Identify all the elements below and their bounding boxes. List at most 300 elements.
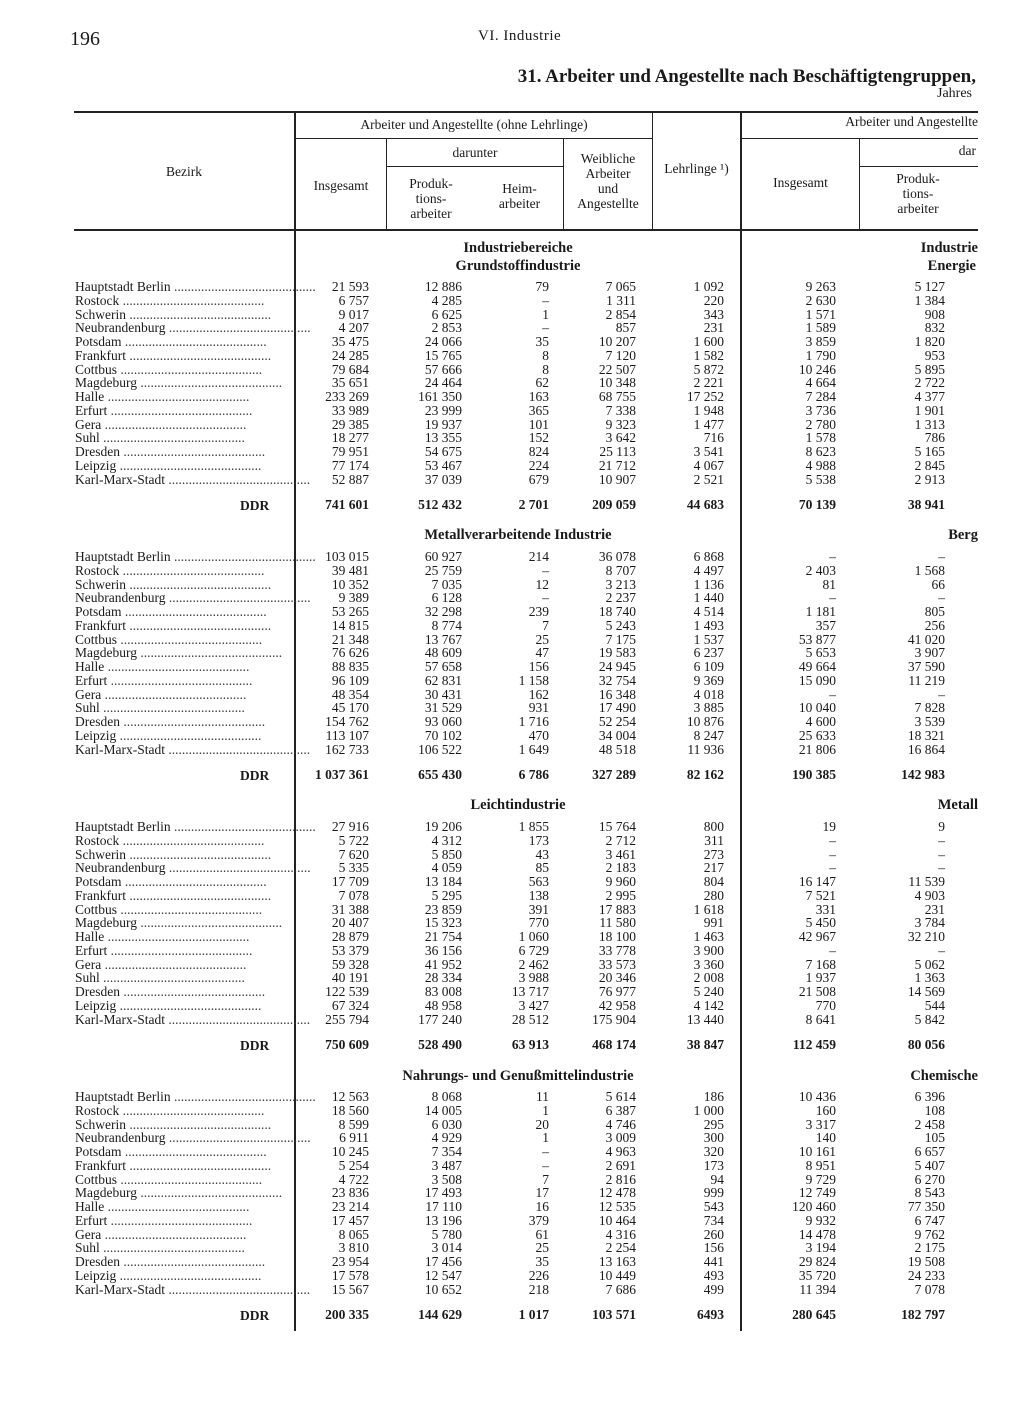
leader-dots: ..........................................: [99, 430, 245, 446]
table-cell: 16 147: [798, 874, 836, 889]
district-name: Rostock: [75, 832, 120, 848]
table-cell: 93 060: [424, 714, 462, 729]
table-cell: 12 535: [598, 1199, 636, 1214]
table-cell: 273: [703, 846, 724, 862]
table-cell: 908: [924, 306, 945, 322]
table-cell: 52 887: [331, 471, 369, 487]
table-cell: 53 877: [798, 631, 836, 647]
table-cell: 162: [528, 686, 549, 702]
table-cell: 10 348: [598, 375, 636, 391]
district-label: [75, 1241, 285, 1255]
header-lehrlinge: Lehrlinge ¹): [664, 161, 729, 176]
district-label: [75, 404, 285, 418]
table-cell: 544: [924, 997, 945, 1013]
table-cell: 23 214: [331, 1199, 369, 1214]
district-name: Leipzig: [75, 727, 117, 743]
leader-dots: ..........................................: [117, 901, 263, 917]
district-name: Frankfurt: [75, 347, 126, 363]
district-label: [75, 1011, 311, 1027]
table-cell: 20: [535, 1116, 549, 1132]
table-cell: 96 109: [331, 672, 369, 688]
leader-dots: ..........................................: [101, 956, 247, 972]
table-cell: 4 929: [431, 1130, 462, 1146]
table-cell: 138: [528, 887, 549, 903]
district-label: [75, 674, 285, 688]
table-cell: 120 460: [792, 1199, 836, 1214]
leader-dots: ..........................................: [104, 929, 250, 944]
table-cell: 11 936: [687, 741, 724, 757]
table-cell: 1 060: [518, 929, 549, 944]
table-cell: 15 567: [331, 1281, 369, 1297]
district-label: [75, 1200, 285, 1214]
table-cell: 320: [703, 1144, 724, 1159]
table-cell: 6 109: [693, 659, 724, 674]
district-name: Gera: [75, 1226, 102, 1242]
district-name: Rostock: [75, 562, 120, 578]
table-cell: 162 733: [325, 741, 369, 757]
leader-dots: ..........................................: [101, 686, 247, 702]
leader-dots: ..........................................: [99, 700, 245, 716]
table-cell: 1: [542, 306, 549, 322]
table-cell: 62: [535, 375, 549, 391]
table-cell: 24 285: [331, 347, 369, 363]
table-cell: –: [829, 549, 836, 564]
total-cell: 6493: [697, 1307, 724, 1323]
table-cell: 140: [815, 1130, 836, 1146]
district-label: [75, 971, 285, 985]
table-cell: 10 907: [598, 471, 636, 487]
leader-dots: ..........................................: [116, 727, 262, 743]
district-name: Erfurt: [75, 942, 108, 958]
total-cell: 190 385: [792, 767, 836, 783]
right-section-title: Chemische: [910, 1068, 978, 1084]
table-cell: 19: [822, 819, 836, 834]
district-label: [75, 819, 316, 834]
table-cell: 24 066: [424, 334, 462, 349]
total-cell: 512 432: [418, 497, 462, 513]
district-label: [75, 445, 285, 459]
table-cell: 156: [528, 659, 549, 674]
district-name: Potsdam: [75, 874, 122, 889]
table-cell: 7 078: [914, 1281, 945, 1297]
table-cell: 8 065: [338, 1226, 369, 1242]
table-cell: 1 158: [518, 672, 549, 688]
table-cell: 60 927: [424, 549, 462, 564]
district-name: Potsdam: [75, 334, 122, 349]
table-cell: 2 175: [914, 1240, 945, 1256]
table-cell: 4 018: [693, 686, 724, 702]
table-cell: 9 729: [805, 1171, 836, 1187]
district-label: [75, 363, 285, 377]
total-cell: 38 941: [907, 497, 945, 513]
table-cell: –: [829, 590, 836, 606]
table-cell: 8 543: [914, 1185, 945, 1201]
table-cell: 2 254: [605, 1240, 636, 1256]
table-cell: 5 407: [914, 1157, 945, 1173]
leader-dots: ..........................................: [164, 471, 311, 487]
table-cell: 5 653: [805, 645, 836, 661]
table-cell: 3 360: [693, 956, 724, 972]
leader-dots: ..........................................: [164, 1281, 311, 1297]
table-cell: 42 958: [598, 997, 636, 1013]
table-cell: 10 464: [598, 1212, 636, 1228]
leader-dots: ..........................................: [117, 631, 263, 647]
total-cell: 63 913: [511, 1037, 549, 1053]
district-label: [75, 418, 285, 432]
table-cell: 3 784: [914, 915, 945, 931]
leader-dots: ..........................................: [107, 942, 253, 958]
district-name: Magdeburg: [75, 915, 137, 931]
table-cell: 5 240: [693, 984, 724, 999]
table-cell: 2 691: [605, 1157, 636, 1173]
district-label: [75, 660, 285, 674]
district-name: Suhl: [75, 970, 100, 986]
leader-dots: ..........................................: [101, 416, 247, 432]
district-name: Schwerin: [75, 576, 126, 592]
table-cell: 85: [535, 860, 549, 876]
district-name: Suhl: [75, 1240, 100, 1256]
table-cell: 1 582: [693, 347, 724, 363]
total-cell: 44 683: [686, 497, 724, 513]
table-cell: 1 571: [805, 306, 836, 322]
table-cell: 3 213: [605, 576, 636, 592]
table-cell: 11 539: [908, 874, 945, 889]
table-cell: 1 855: [518, 819, 549, 834]
section-title: Nahrungs- und Genußmittelindustrie: [402, 1068, 634, 1084]
district-name: Frankfurt: [75, 887, 126, 903]
table-cell: 441: [703, 1254, 724, 1269]
table-cell: 2 816: [605, 1171, 636, 1187]
leader-dots: ..........................................: [119, 292, 265, 308]
table-cell: 66: [931, 576, 945, 592]
table-title: 31. Arbeiter und Angestellte nach Beschäftigtengruppen,: [517, 66, 976, 87]
table-cell: 2 237: [605, 590, 636, 606]
leader-dots: ..........................................: [165, 1130, 311, 1146]
table-cell: 16 348: [598, 686, 636, 702]
district-label: [75, 349, 285, 363]
table-cell: 2 845: [914, 457, 945, 473]
district-label: [75, 1281, 311, 1297]
table-cell: 931: [528, 700, 549, 716]
table-cell: 57 666: [424, 361, 462, 377]
table-cell: 40 191: [331, 970, 369, 986]
district-name: Hauptstadt Berlin: [75, 549, 171, 564]
table-cell: 8 951: [805, 1157, 836, 1173]
table-cell: 379: [528, 1212, 549, 1228]
table-cell: 1 311: [606, 292, 636, 308]
table-cell: 1 820: [914, 334, 945, 349]
table-cell: 37 590: [907, 659, 945, 674]
leader-dots: ..........................................: [137, 1185, 283, 1201]
header-produktionsarbeiter2: Produk- tions- arbeiter: [896, 171, 940, 216]
table-cell: 6 911: [339, 1130, 369, 1146]
table-cell: 218: [528, 1281, 549, 1297]
table-cell: 7 035: [431, 576, 462, 592]
district-name: Halle: [75, 659, 105, 674]
table-cell: 20 407: [331, 915, 369, 931]
table-cell: 25 633: [798, 727, 836, 743]
total-cell: 142 983: [901, 767, 945, 783]
table-cell: –: [938, 832, 945, 848]
table-cell: –: [542, 1157, 549, 1173]
district-label: [75, 1145, 285, 1159]
table-cell: 77 174: [331, 457, 369, 473]
table-cell: 6 625: [431, 306, 462, 322]
table-cell: 21 806: [798, 741, 836, 757]
header-insgesamt2: Insgesamt: [773, 175, 828, 190]
leader-dots: ..........................................: [116, 457, 262, 473]
district-name: Hauptstadt Berlin: [75, 279, 171, 294]
table-cell: 25: [535, 631, 549, 647]
table-cell: 1 589: [805, 320, 836, 336]
section-title: Industriebereiche: [463, 240, 573, 256]
table-cell: 8 623: [805, 444, 836, 459]
district-label: [75, 999, 285, 1013]
table-cell: 4 497: [693, 562, 724, 578]
table-cell: 28 512: [511, 1011, 549, 1027]
leader-dots: ..........................................: [104, 1199, 250, 1214]
table-cell: 4 377: [914, 389, 945, 404]
table-cell: 15 323: [424, 915, 462, 931]
table-cell: 14 005: [424, 1102, 462, 1118]
table-cell: 10 876: [686, 714, 724, 729]
total-label: DDR: [240, 768, 270, 784]
table-cell: 21 712: [598, 457, 636, 473]
table-cell: 76 626: [331, 645, 369, 661]
table-cell: 48 958: [424, 997, 462, 1013]
table-cell: 7 168: [805, 956, 836, 972]
total-cell: 200 335: [325, 1307, 369, 1323]
district-label: [75, 1089, 316, 1104]
table-cell: 12: [535, 576, 549, 592]
table-cell: 10 207: [598, 334, 636, 349]
table-cell: 800: [703, 819, 724, 834]
table-cell: 35 475: [331, 334, 369, 349]
district-name: Magdeburg: [75, 1185, 137, 1201]
table-cell: 173: [703, 1157, 724, 1173]
table-cell: 4 142: [693, 997, 724, 1013]
table-cell: 4 514: [693, 604, 724, 619]
table-cell: 9 932: [805, 1212, 836, 1228]
table-cell: 32 298: [424, 604, 462, 619]
hline-dar2: [860, 166, 978, 167]
table-cell: 6 387: [605, 1102, 636, 1118]
table-cell: –: [829, 860, 836, 876]
table-cell: 3 539: [914, 714, 945, 729]
table-cell: 23 836: [331, 1185, 369, 1201]
district-name: Karl-Marx-Stadt: [75, 1281, 165, 1297]
table-cell: 5 872: [693, 361, 724, 377]
table-cell: 300: [703, 1130, 724, 1146]
table-cell: 36 078: [598, 549, 636, 564]
table-cell: 35 720: [798, 1267, 836, 1283]
district-name: Magdeburg: [75, 645, 137, 661]
table-cell: 2 712: [605, 832, 636, 848]
leader-dots: ..........................................: [165, 860, 311, 876]
table-cell: 1 600: [693, 334, 724, 349]
table-cell: 175 904: [592, 1011, 636, 1027]
table-cell: 52 254: [598, 714, 636, 729]
header-insgesamt: Insgesamt: [313, 178, 369, 193]
table-cell: 9 762: [914, 1226, 945, 1242]
table-cell: 2 521: [693, 471, 724, 487]
leader-dots: ..........................................: [170, 279, 316, 294]
total-label: DDR: [240, 1308, 270, 1324]
table-cell: 22 507: [598, 361, 636, 377]
table-cell: 43: [535, 846, 549, 862]
table-cell: 1 440: [693, 590, 724, 606]
table-cell: –: [542, 562, 549, 578]
table-cell: 224: [528, 457, 549, 473]
leader-dots: ..........................................: [119, 444, 266, 459]
table-cell: 3 736: [805, 402, 836, 418]
leader-dots: ..........................................: [121, 874, 267, 889]
table-cell: 5 722: [338, 832, 369, 848]
table-cell: 3 642: [605, 430, 636, 446]
district-name: Erfurt: [75, 402, 108, 418]
table-cell: 5 842: [914, 1011, 945, 1027]
table-cell: 18 100: [598, 929, 636, 944]
leader-dots: ..........................................: [119, 984, 266, 999]
leader-dots: ..........................................: [121, 1144, 267, 1159]
district-label: [75, 848, 285, 862]
district-name: Cottbus: [75, 901, 118, 917]
table-cell: 12 547: [424, 1267, 462, 1283]
header-group1: Arbeiter und Angestellte (ohne Lehrlinge): [360, 117, 588, 132]
district-name: Karl-Marx-Stadt: [75, 471, 165, 487]
table-cell: 2 183: [605, 860, 636, 876]
section-title: Leichtindustrie: [470, 797, 566, 813]
table-cell: 1 568: [914, 562, 945, 578]
total-cell: 103 571: [592, 1307, 636, 1323]
total-cell: 82 162: [686, 767, 724, 783]
table-cell: 4 059: [431, 860, 462, 876]
total-cell: 327 289: [592, 767, 636, 783]
table-cell: 19 206: [424, 819, 462, 834]
table-cell: 77 350: [907, 1199, 945, 1214]
district-name: Erfurt: [75, 672, 108, 688]
table-cell: 17 709: [331, 874, 369, 889]
table-cell: 11 394: [799, 1281, 836, 1297]
table-cell: 163: [528, 389, 549, 404]
district-label: [75, 688, 285, 702]
leader-dots: ..........................................: [137, 645, 283, 661]
table-cell: 5 780: [431, 1226, 462, 1242]
table-cell: 33 573: [598, 956, 636, 972]
table-cell: 1 578: [805, 430, 836, 446]
table-cell: 17 883: [598, 901, 636, 917]
total-cell: 741 601: [325, 497, 369, 513]
table-cell: 4 963: [605, 1144, 636, 1159]
table-cell: 2 462: [518, 956, 549, 972]
table-cell: 7 521: [805, 887, 836, 903]
table-cell: 10 352: [331, 576, 369, 592]
table-cell: 231: [924, 901, 945, 917]
table-cell: 10 040: [798, 700, 836, 716]
district-label: [75, 1130, 311, 1146]
district-name: Dresden: [75, 714, 120, 729]
table-cell: 18 560: [331, 1102, 369, 1118]
table-cell: 255 794: [325, 1011, 369, 1027]
table-cell: 25 113: [599, 444, 636, 459]
district-label: [75, 1214, 285, 1228]
district-label: [75, 903, 285, 917]
table-cell: 37 039: [424, 471, 462, 487]
hline-darunter: [387, 166, 563, 167]
table-cell: 260: [703, 1226, 724, 1242]
table-cell: 493: [703, 1267, 724, 1283]
table-cell: 5 254: [338, 1157, 369, 1173]
table-cell: 1 477: [693, 416, 724, 432]
table-cell: 214: [528, 549, 549, 564]
table-cell: –: [938, 686, 945, 702]
total-cell: 528 490: [418, 1037, 462, 1053]
table-cell: 991: [703, 915, 724, 931]
table-cell: 832: [924, 320, 945, 336]
table-cell: 2 630: [805, 292, 836, 308]
table-cell: 6 030: [431, 1116, 462, 1132]
table-cell: 17 578: [331, 1267, 369, 1283]
district-name: Rostock: [75, 1102, 120, 1118]
table-cell: 13 767: [424, 631, 462, 647]
table-cell: 13 440: [686, 1011, 724, 1027]
leader-dots: ..........................................: [137, 915, 283, 931]
table-cell: 76 977: [598, 984, 636, 999]
hline-group1: [296, 138, 652, 139]
right-section-subtitle: Energie: [927, 258, 976, 274]
table-cell: 4 664: [805, 375, 836, 391]
district-label: [75, 1104, 285, 1118]
total-cell: 468 174: [592, 1037, 636, 1053]
district-name: Neubrandenburg: [75, 1130, 166, 1146]
table-cell: 1 000: [693, 1102, 724, 1118]
table-cell: 6 128: [431, 590, 462, 606]
district-label: [75, 578, 285, 592]
table-cell: 83 008: [424, 984, 462, 999]
table-cell: 18 277: [331, 430, 369, 446]
table-cell: 31 529: [424, 700, 462, 716]
table-cell: 9 389: [338, 590, 369, 606]
table-cell: 1 313: [914, 416, 945, 432]
table-cell: 5 450: [805, 915, 836, 931]
table-cell: 7 828: [914, 700, 945, 716]
table-cell: 7 065: [605, 279, 636, 294]
table-cell: –: [542, 1144, 549, 1159]
leader-dots: ..........................................: [119, 1254, 266, 1269]
table-cell: 35: [535, 334, 549, 349]
table-cell: 13 717: [511, 984, 549, 999]
district-label: [75, 875, 285, 889]
leader-dots: ..........................................: [164, 1011, 311, 1027]
table-cell: 3 194: [805, 1240, 836, 1256]
table-cell: 1 181: [805, 604, 836, 619]
leader-dots: ..........................................: [107, 1212, 253, 1228]
table-cell: 1 363: [914, 970, 945, 986]
table-cell: 67 324: [331, 997, 369, 1013]
district-label: [75, 958, 285, 972]
district-name: Erfurt: [75, 1212, 108, 1228]
table-cell: 4 316: [605, 1226, 636, 1242]
table-cell: 48 518: [598, 741, 636, 757]
table-cell: 32 210: [907, 929, 945, 944]
total-cell: 1 037 361: [315, 767, 369, 783]
table-cell: 45 170: [331, 700, 369, 716]
table-cell: 57 658: [424, 659, 462, 674]
table-cell: 7 620: [338, 846, 369, 862]
table-cell: 824: [528, 444, 549, 459]
table-cell: 499: [703, 1281, 724, 1297]
table-cell: 1: [542, 1130, 549, 1146]
